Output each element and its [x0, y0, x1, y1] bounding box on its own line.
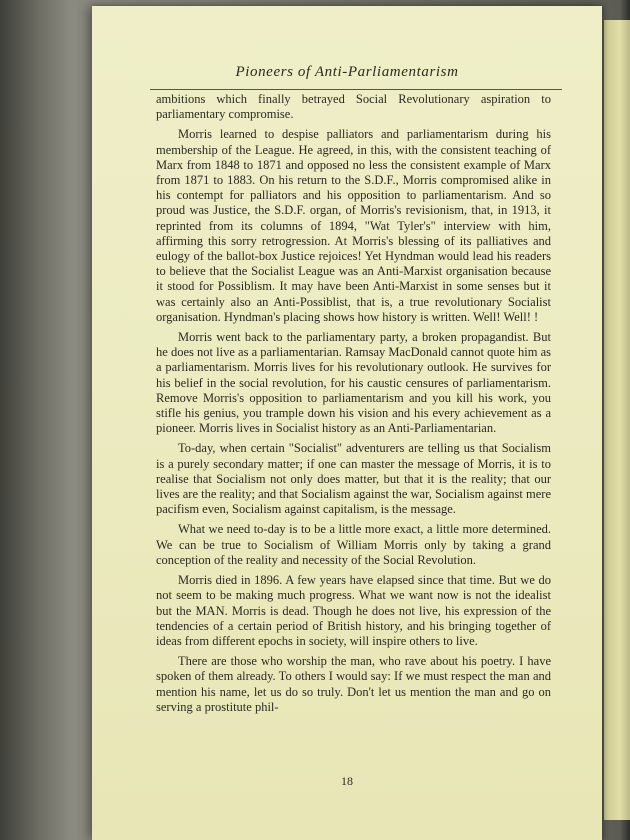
page-number: 18 — [341, 774, 353, 788]
paragraph-2: Morris learned to despise palliators and parliamentarism during his membership of the League. He agreed, in this, with the consistent teaching of Marx from 1848 to 1871 and opposed no less the consistent example of Marx from 1871 to 1883. On his return to the S.D.F., Morris compromised alike in his contempt for palliators and his opposition to parliamentarism. And so proud was Justice, the S.D.F. organ, of Morris's revisionism, that, in 1913, it reprinted from its columns of 1894, "Wat Tyler's" interview with him, affirming this sorry retrogression. At Morris's blessing of its palliatives and eulogy of the ballot-box Justice rejoices! Yet Hyndman would lead his readers to believe that the Socialist League was an Anti-Marxist organisation because it stood for Possiblism. It may have been Anti-Marxist in some senses but it was certainly also an Anti-Possiblist, that is, a true revolutionary Socialist organisation. Hyndman's placing shows how history is written. Well! Well! ! — [156, 127, 551, 324]
adjacent-page-edge — [604, 20, 630, 820]
book-page — [92, 6, 602, 840]
paragraph-1: ambitions which finally betrayed Social Revolutionary aspiration to parliamentary compromise. — [156, 92, 551, 122]
running-head: Pioneers of Anti-Parliamentarism — [235, 64, 459, 80]
paragraph-7: There are those who worship the man, who rave about his poetry. I have spoken of them already. To others I would say: If we must respect the man and mention his name, let us do so truly. Don't let us mention the man and go on serving a prostitute phil- — [156, 654, 551, 714]
paragraph-6: Morris died in 1896. A few years have elapsed since that time. But we do not seem to be making much progress. What we want now is not the idealist but the MAN. Morris is dead. Though he does not live, his expression of the tendencies of a certain period of British history, and his bringing together of ideas from different epochs in society, will inspire others to live. — [156, 573, 551, 648]
header-rule — [150, 89, 562, 90]
body-text — [156, 92, 551, 720]
paragraph-3: Morris went back to the parliamentary party, a broken propagandist. But he does not live as a parliamentarian. Ramsay MacDonald cannot quote him as a parliamentarism. Morris lives for his revolutionary outlook. He survives for his belief in the social revolution, for his caustic censures of parliamentarism. Remove Morris's opposition to parliamentarism and you kill his work, you stifle his genius, you trample down his vision and his every achievement as a pioneer. Morris lives in Socialist history as an Anti-Parliamentarian. — [156, 330, 551, 436]
paragraph-5: What we need to-day is to be a little more exact, a little more determined. We can be true to Socialism of William Morris only by taking a grand conception of the reality and necessity of the Social Revolution. — [156, 522, 551, 567]
paragraph-4: To-day, when certain "Socialist" adventurers are telling us that Socialism is a purely secondary matter; if one can master the message of Morris, it is to realise that Socialism not only does matter, but that it is the reality; that our lives are the reality; and that Socialism against the war, Socialism against mere pacifism even, Socialism against capitalism, is the message. — [156, 441, 551, 517]
